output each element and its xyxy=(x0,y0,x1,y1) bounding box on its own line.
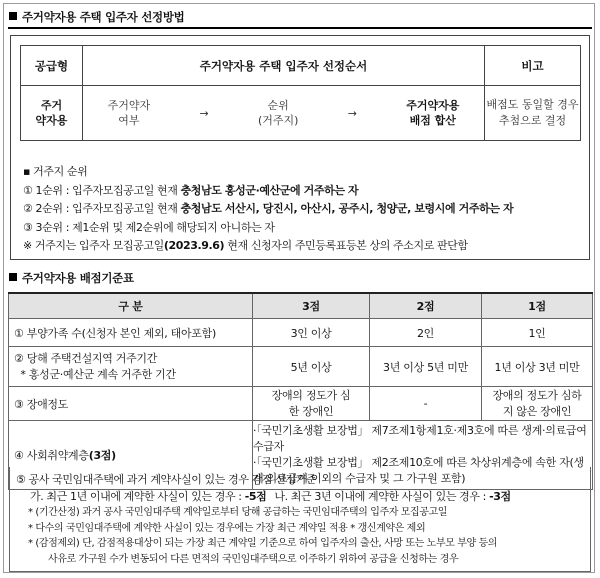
title-rule xyxy=(8,27,592,29)
header-supply-type: 공급형 xyxy=(21,46,83,86)
rank-2: ② 2순위 : 입주자모집공고일 현재 충청남도 서산시, 당진시, 아산시, 공주시, 청양군, 보령시에 거주하는 자 xyxy=(23,202,514,215)
rank-3: ③ 3순위 : 제1순위 및 제2순위에 해당되지 아니하는 자 xyxy=(23,220,275,234)
table-row: ④ 사회취약계층(3점) ·「국민기초생활 보장법」 제7조제1항제1호·제3호에 따른 생계·의료급여수급자 ·「국민기초생활 보장법」 제2조제10호에 따른 차상위계층에 속한 자(생계·의료급여 이외의 수급자 및 그 가구원 포함) xyxy=(9,421,593,490)
score-criteria-table xyxy=(8,292,593,490)
score-table-header: 구 분 3점 2점 1점 xyxy=(9,293,593,319)
step-score-sum: 주거약자용 배점 합산 xyxy=(406,99,460,127)
arrow-right-icon: → xyxy=(347,106,357,120)
deduction-note: * (기간산정) 과거 공사 국민임대주택 계약일로부터 당해 공급하는 국민임대주택의 입주자 모집공고일 xyxy=(28,507,448,518)
header-remark: 비고 xyxy=(485,46,581,86)
deduction-note-continued: 사유로 가구원 수가 변동되어 다른 면적의 국민임대주택으로 이주하기 위하여 공급을 신청하는 경우 xyxy=(48,553,459,565)
selection-order-table xyxy=(20,45,581,141)
residence-rank-notes xyxy=(23,163,583,256)
section1-title: 주거약자용 주택 입주자 선정방법 xyxy=(9,9,184,25)
row-label: 주거 약자용 xyxy=(21,86,83,141)
selection-method-box xyxy=(10,35,590,260)
deduction-note: * (감점제외) 단, 감점적용대상이 되는 가장 최근 계약일 기준으로 하여 입주자의 출산, 사망 또는 노부모 부양 등의 xyxy=(28,538,498,549)
table-row: ③ 장애정도 장애의 정도가 심한 장애인 - 장애의 정도가 심하지 않은 장애인 xyxy=(9,387,593,421)
vulnerable-class-details: ·「국민기초생활 보장법」 제7조제1항제1호·제3호에 따른 생계·의료급여수급자 ·「국민기초생활 보장법」 제2조제10호에 따른 차상위계층에 속한 자(생계·의료급여 이외의 수급자 및 그 가구원 포함) xyxy=(253,421,593,490)
deduction-note: * 다수의 국민임대주택에 계약한 사실이 있는 경우에는 가장 최근 계약일 적용 * 갱신계약은 제외 xyxy=(28,522,426,534)
bullet-square-icon xyxy=(9,273,17,281)
deduction-title: ⑤ 공사 국민임대주택에 과거 계약사실이 있는 경우 감점 산정기준 xyxy=(16,473,317,486)
arrow-right-icon: → xyxy=(199,106,209,120)
bullet-square-icon xyxy=(9,12,17,20)
header-selection-order: 주거약자용 주택 입주자 선정순서 xyxy=(83,46,485,86)
step-eligibility: 주거약자 여부 xyxy=(107,99,151,127)
deduction-values: 가. 최근 1년 이내에 계약한 사실이 있는 경우 : -5점 나. 최근 3년 이내에 계약한 사실이 있는 경우 : -3점 xyxy=(30,490,511,503)
rank-1: ① 1순위 : 입주자모집공고일 현재 충청남도 홍성군·예산군에 거주하는 자 xyxy=(23,183,359,197)
step-residence-rank: 순위 (거주지) xyxy=(257,99,299,127)
table-row: ① 부양가족 수(신청자 본인 제외, 태아포함) 3인 이상 2인 1인 xyxy=(9,319,593,347)
residence-footnote: ※ 거주지는 입주자 모집공고일(2023.9.6) 현재 신청자의 주민등록표등본 상의 주소지로 판단함 xyxy=(23,239,468,252)
selection-flow xyxy=(83,86,485,141)
deduction-criteria xyxy=(9,467,591,572)
remark-cell: 배점도 동일할 경우 추첨으로 결정 xyxy=(485,86,581,141)
notes-heading: ▪ 거주지 순위 xyxy=(23,165,88,178)
section2-title: 주거약자용 배점기준표 xyxy=(9,270,134,286)
table-row: ② 당해 주택건설지역 거주기간 * 홍성군·예산군 계속 거주한 기간 5년 이상 3년 이상 5년 미만 1년 이상 3년 미만 xyxy=(9,347,593,387)
